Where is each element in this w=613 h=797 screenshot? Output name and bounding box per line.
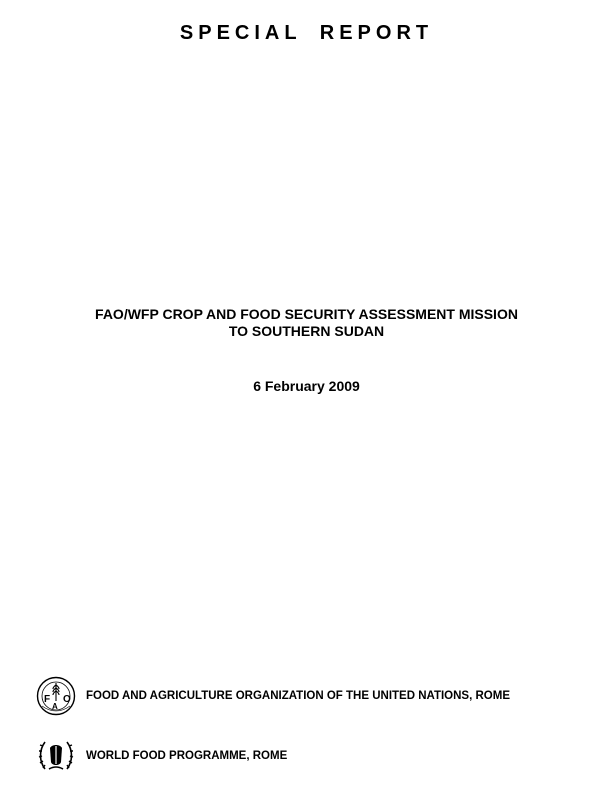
svg-text:F: F <box>44 694 51 705</box>
report-title-line-2: TO SOUTHERN SUDAN <box>228 323 385 339</box>
report-date: 6 February 2009 <box>253 378 360 394</box>
svg-text:A: A <box>52 702 58 711</box>
wfp-organization-row <box>36 736 287 776</box>
fao-logo-icon <box>36 676 76 716</box>
wfp-organization-name: WORLD FOOD PROGRAMME, ROME <box>86 750 288 762</box>
svg-text:O: O <box>63 694 71 705</box>
report-type-heading: SPECIAL REPORT <box>179 22 434 44</box>
report-title-line-1: FAO/WFP CROP AND FOOD SECURITY ASSESSMENT MISSION <box>95 306 518 322</box>
fao-organization-name: FOOD AND AGRICULTURE ORGANIZATION OF THE UNITED NATIONS, ROME <box>86 690 510 702</box>
report-title <box>0 306 613 340</box>
wfp-logo-icon <box>36 736 76 776</box>
fao-organization-row <box>36 676 510 716</box>
